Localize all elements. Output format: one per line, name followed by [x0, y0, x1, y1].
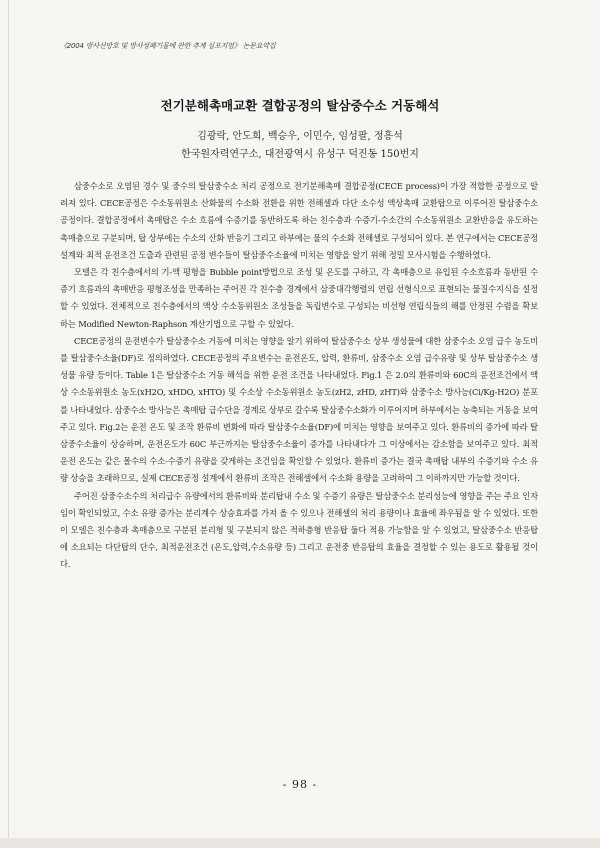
- scan-edge-bottom: [0, 838, 600, 848]
- paragraph-1: 삼중수소로 오염된 경수 및 중수의 탈삼중수소 처리 공정으로 전기분해촉매 결합공정(CECE process)이 가장 적합한 공정으로 알려져 있다. CECE공정은 수소동위원소 산화물의 수소화 전환을 위한 전해셀과 다단 소수성 액상촉매 교환탑으로 이루어진 탈삼중수소 공정이다. 결합공정에서 촉매탑은 수소 흐름에 수증기를 동반하도록 하는 친수층과 수증기-수소간의 수소동위원소 교환반응을 유도하는 촉매층으로 구분되며, 탑 상부에는 수소의 산화 반응기 그리고 하부에는 물의 수소화 전해셀로 구성되어 있다. 본 연구에서는 CECE공정 설계와 최적 운전조건 도출과 관련된 공정 변수들이 탈삼중수소율에 미치는 영향을 알기 위해 정밀 모사시험을 수행하였다.: [60, 181, 538, 260]
- paragraph-4: 주어진 삼중수소수의 처리급수 유량에서의 환류비와 분리탑내 수소 및 수증기 유량은 탈삼중수소 분리성능에 영향을 주는 주요 인자임이 확인되었고, 수소 유량 증가는 분리계수 상승효과를 가져 올 수 있으나 전해셀의 처리 용량이나 효율에 좌우됨을 알 수 있었다. 또한 이 모델은 친수층과 촉매층으로 구분된 분리형 및 구분되지 않은 적하층형 반응탑 둘다 적용 가능함을 알 수 있었고, 탈삼중수소 반응탑에 소요되는 다단탑의 단수, 최적운전조건 (온도,압력,수소유량 등) 그리고 운전중 반응탑의 효율을 결정할 수 있는 용도로 활용될 것이다.: [60, 490, 538, 570]
- paper-title: 전기분해촉매교환 결합공정의 탈삼중수소 거동해석: [160, 98, 440, 113]
- author-names: 김광락, 안도희, 백승우, 이민수, 임성팔, 정흥석: [197, 131, 403, 142]
- paragraph-2: 모델은 각 친수층에서의 기-액 평형을 Bubble point방법으로 조성 및 온도를 구하고, 각 촉매층으로 유입된 수소흐름과 동반된 수증기 흐름과의 촉매반응 평형조성을 만족하는 주어진 각 친수층 경계에서 삼중대각행렬의 연립 선형식으로 표현되는 물질수지식을 설정할 수 있었다. 전체적으로 친수층에서의 액상 수소동위원소 조성들을 독립변수로 구성되는 비선형 연립식들의 해를 안정된 수렴을 확보하는 Modified Newton-Raphson 계산기법으로 구할 수 있었다.: [60, 267, 538, 329]
- author-affiliation: 한국원자력연구소, 대전광역시 유성구 덕진동 150번지: [181, 149, 419, 160]
- running-header: 《2004 방사선방호 및 방사성폐기물에 관한 추계 심포지엄》 논문요약집: [60, 42, 276, 50]
- abstract-body: [60, 178, 538, 574]
- author-block: [0, 128, 600, 164]
- paragraph-3: CECE공정의 운전변수가 탈삼중수소 거동에 미치는 영향을 알기 위하여 탈삼중수소 상부 생성물에 대한 삼중수소 오염 급수 농도비를 탈삼중수소율(DF)로 정의하였다. CECE공정의 주요변수는 운전온도, 압력, 환류비, 삼중수소 오염 급수유량 및 상부 탈삼중수소 생성물 유량 등이다. Table 1은 탈삼중수소 거동 해석을 위한 운전 조건을 나타내었다. Fig.1 은 2.0의 환류비와 60C의 운전조건에서 액상 수소동위원소 농도(xH2O, xHDO, xHTO) 및 수소상 수소동위원소 농도(zH2, zHD, zHT)와 삼중수소 방사능(Ci/Kg-H2O) 분포를 나타내었다. 삼중수소 방사능은 촉매탑 급수단을 경계로 상부로 갈수록 탈삼중수소화가 이루어지며 하부에서는 농축되는 거동을 보여주고 있다. Fig.2는 운전 온도 및 조작 환류비 변화에 따라 탈삼중수소율(DF)에 미치는 영향을 보여주고 있다. 환류비의 증가에 따라 탈삼중수소율이 상승하며, 운전온도가 60C 부근까지는 탈삼중수소율이 증가를 나타내다가 그 이상에서는 감소함을 보여주고 있다. 최적 운전 온도는 같은 몰수의 수소-수증기 유량을 갖게하는 조건임을 확인할 수 있었다. 환류비 증가는 결국 촉매탑 내부의 수증기와 수소 유량 상승을 초래하므로, 실제 CECE공정 설계에서 환류비 조작은 전해셀에서 수소화 용량을 고려하여 그 이하까지만 가능할 것이다.: [60, 335, 538, 484]
- page-number: - 98 -: [282, 778, 318, 791]
